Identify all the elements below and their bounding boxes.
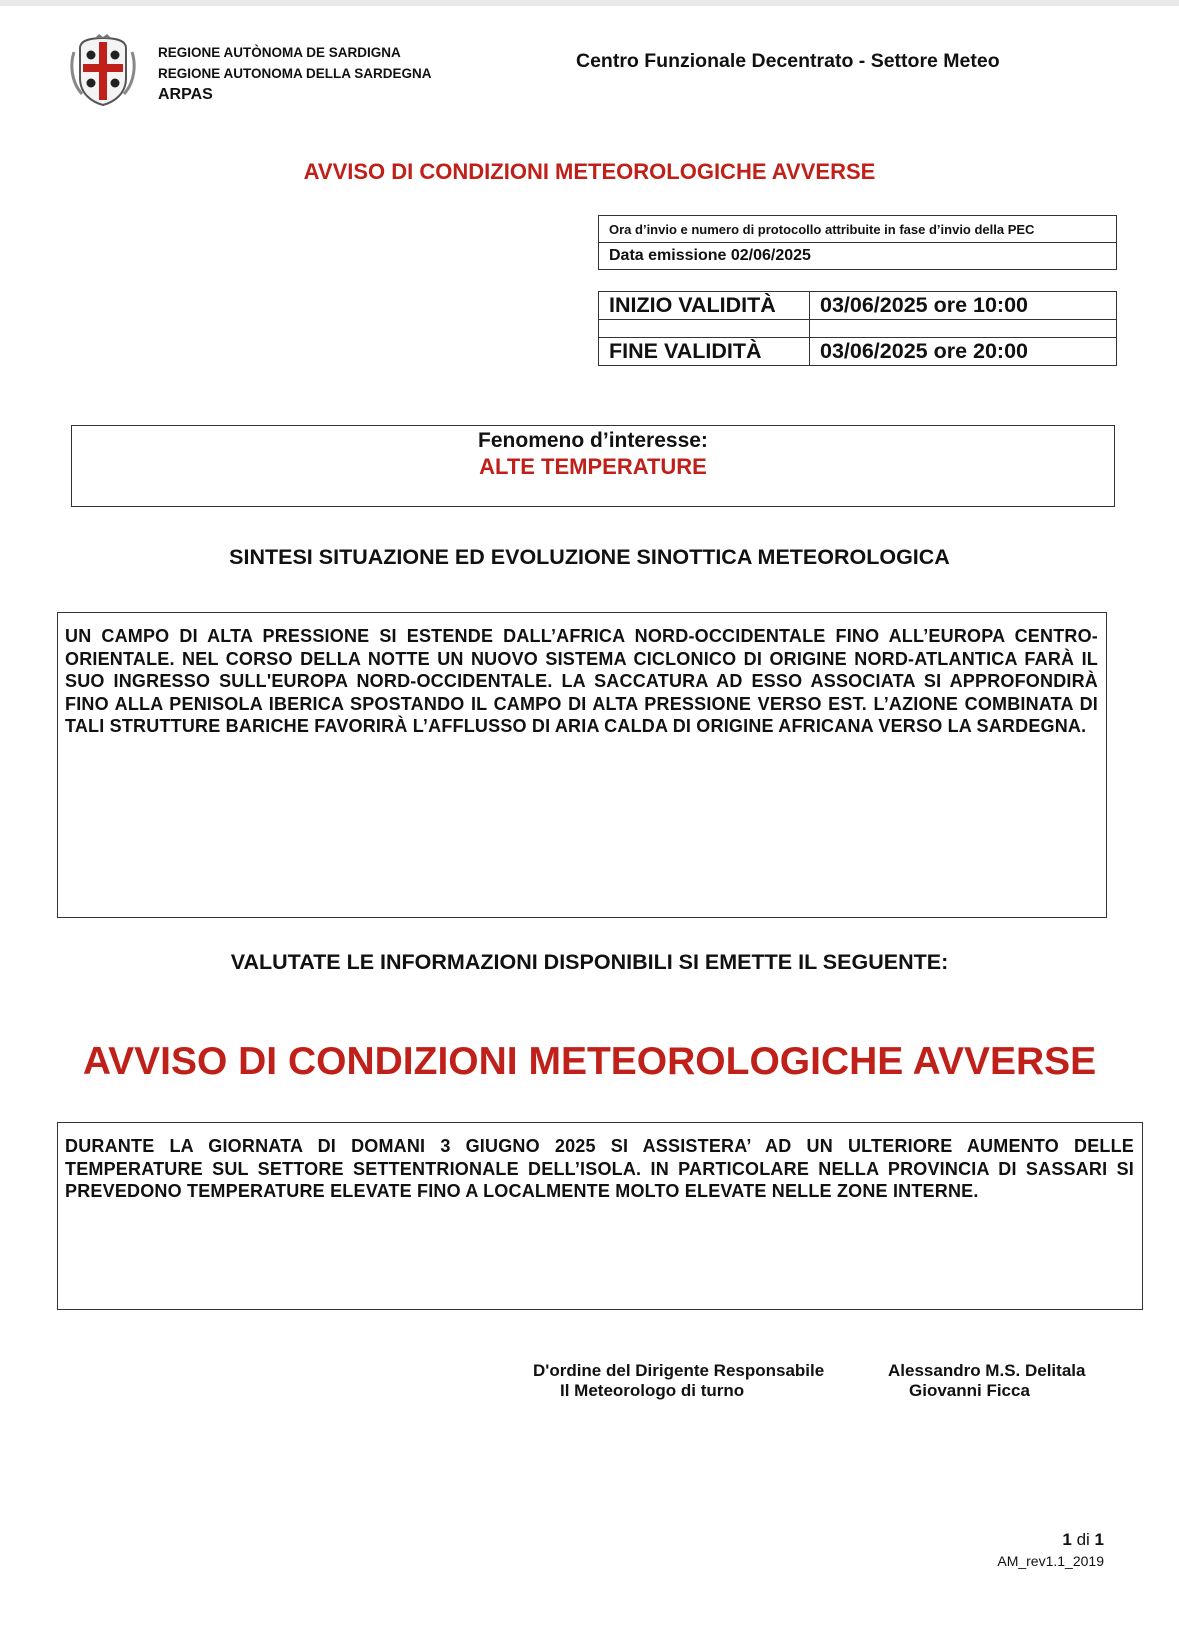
page-separator: di xyxy=(1076,1530,1090,1549)
warning-box xyxy=(57,1122,1143,1310)
org-line-2: REGIONE AUTONOMA DELLA SARDEGNA xyxy=(158,66,432,81)
end-validity-value: 03/06/2025 ore 20:00 xyxy=(810,338,1117,366)
pec-note: Ora d’invio e numero di protocollo attribuite in fase d’invio della PEC xyxy=(599,216,1117,243)
page-total: 1 xyxy=(1094,1530,1104,1549)
spacer-cell xyxy=(810,320,1117,338)
phenomenon-box xyxy=(71,425,1115,507)
end-validity-label: FINE VALIDITÀ xyxy=(599,338,810,366)
signature-name-1: Alessandro M.S. Delitala xyxy=(888,1361,1086,1380)
centre-name: Centro Funzionale Decentrato - Settore Meteo xyxy=(576,50,1000,72)
org-line-1: REGIONE AUTÒNOMA DE SARDIGNA xyxy=(158,45,401,60)
signature-name-2: Giovanni Ficca xyxy=(909,1381,1030,1400)
phenomenon-label: Fenomeno d’interesse: xyxy=(478,429,708,452)
phenomenon-value: ALTE TEMPERATURE xyxy=(479,454,707,479)
synopsis-text: UN CAMPO DI ALTA PRESSIONE SI ESTENDE DALL’AFRICA NORD-OCCIDENTALE FINO ALL’EUROPA CENTRO-ORIENTALE. NEL CORSO DELLA NOTTE UN NUOVO SISTEMA CICLONICO DI ORIGINE NORD-ATLANTICA FARÀ IL SUO INGRESSO SULL'EUROPA NORD-OCCIDENTALE. LA SACCATURA AD ESSO ASSOCIATA SI APPROFONDIRÀ FINO ALLA PENISOLA IBERICA SPOSTANDO IL CAMPO DI ALTA PRESSIONE VERSO EST. L’AZIONE COMBINATA DI TALI STRUTTURE BARICHE FAVORIRÀ L’AFFLUSSO DI ARIA CALDA DI ORIGINE AFRICANA VERSO LA SARDEGNA. xyxy=(65,626,1098,736)
organization-block xyxy=(158,42,432,105)
document-title: AVVISO DI CONDIZIONI METEOROLOGICHE AVVERSE xyxy=(303,159,876,184)
revision-code: AM_rev1.1_2019 xyxy=(997,1553,1104,1569)
warning-title: AVVISO DI CONDIZIONI METEOROLOGICHE AVVERSE xyxy=(82,1040,1097,1083)
page-current: 1 xyxy=(1062,1530,1072,1549)
org-line-3: ARPAS xyxy=(158,86,213,103)
validity-table xyxy=(598,291,1117,366)
signature-role-1: D'ordine del Dirigente Responsabile xyxy=(533,1361,825,1380)
emission-table xyxy=(598,215,1117,270)
signature-roles xyxy=(533,1361,824,1401)
top-strip xyxy=(0,0,1179,6)
signature-names xyxy=(888,1361,1085,1401)
evaluation-heading: VALUTATE LE INFORMAZIONI DISPONIBILI SI EMETTE IL SEGUENTE: xyxy=(230,950,949,974)
signature-role-2: Il Meteorologo di turno xyxy=(560,1381,745,1400)
synopsis-heading: SINTESI SITUAZIONE ED EVOLUZIONE SINOTTICA METEOROLOGICA xyxy=(229,545,950,569)
emission-date: Data emissione 02/06/2025 xyxy=(599,243,1117,270)
warning-text: DURANTE LA GIORNATA DI DOMANI 3 GIUGNO 2025 SI ASSISTERA’ AD UN ULTERIORE AUMENTO DELLE TEMPERATURE SUL SETTORE SETTENTRIONALE DELL’ISOLA. IN PARTICOLARE NELLA PROVINCIA DI SASSARI SI PREVEDONO TEMPERATURE ELEVATE FINO A LOCALMENTE MOLTO ELEVATE NELLE ZONE INTERNE. xyxy=(65,1136,1134,1201)
start-validity-value: 03/06/2025 ore 10:00 xyxy=(810,292,1117,320)
spacer-cell xyxy=(599,320,810,338)
page-number xyxy=(1000,1530,1104,1550)
sardinia-coat-of-arms-icon xyxy=(68,34,138,108)
synopsis-box xyxy=(57,612,1107,918)
start-validity-label: INIZIO VALIDITÀ xyxy=(599,292,810,320)
